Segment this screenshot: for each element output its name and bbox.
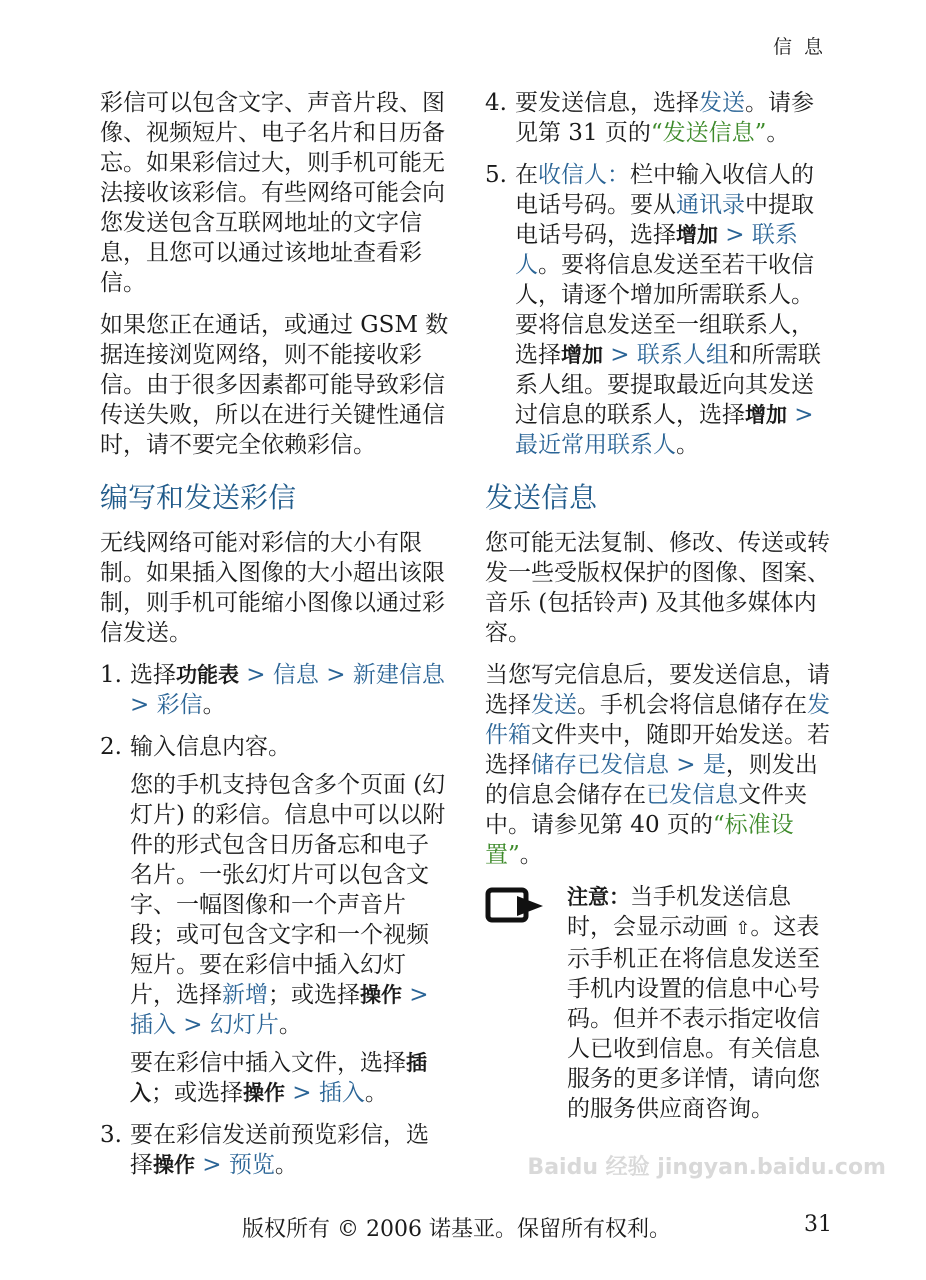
step-2-detail: 您的手机支持包含多个页面 (幻灯片) 的彩信。信息中可以以附件的形式包含日历备忘和电子名片。一张幻灯片可以包含文字、一幅图像和一个声音片段；或可包含文字和一个视频短片。要在彩信中插入幻灯片，选择新增；或选择操作 > 插入 > 幻灯片。 xyxy=(130,772,446,1038)
paragraph: 无线网络可能对彩信的大小有限制。如果插入图像的大小超出该限制，则手机可能缩小图像以通过彩信发送。 xyxy=(100,530,445,646)
section-header: 信 息 xyxy=(772,36,826,58)
step-3: 3. 要在彩信发送前预览彩信，选择操作 > 预览。 xyxy=(100,1122,429,1178)
paragraph: 如果您正在通话，或通过 GSM 数据连接浏览网络，则不能接收彩信。由于很多因素都可能导致彩信传送失败，所以在进行关键性通信时，请不要完全依赖彩信。 xyxy=(100,312,449,458)
step-4: 4. 要发送信息，选择发送。请参见第 31 页的“发送信息”。 xyxy=(485,90,814,146)
section-heading: 编写和发送彩信 xyxy=(100,481,297,514)
note-box: 注意：当手机发送信息时，会显示动画 ⇧。这表示手机正在将信息发送至手机内设置的信息中心号码。但并不表示指定收信人已收到信息。有关信息服务的更多详情，请向您的服务供应商咨询。 xyxy=(485,882,830,1124)
paragraph: 当您写完信息后，要发送信息，请选择发送。手机会将信息储存在发件箱文件夹中，随即开始发送。若选择储存已发信息 > 是，则发出的信息会储存在已发信息文件夹中。请参见第 40 页的“标准设置”。 xyxy=(485,662,830,868)
steps-list xyxy=(100,660,450,1180)
watermark-logo: Baidu 经验 jingyan.baidu.com xyxy=(527,1155,886,1180)
note-label: 注意： xyxy=(567,885,630,909)
page-number: 31 xyxy=(804,1212,832,1237)
step-2-detail: 要在彩信中插入文件，选择插入；或选择操作 > 插入。 xyxy=(130,1050,427,1106)
step-1: 1. 选择功能表 > 信息 > 新建信息 > 彩信。 xyxy=(100,662,445,718)
step-2: 2. 输入信息内容。 您的手机支持包含多个页面 (幻灯片) 的彩信。信息中可以以附件的形式包含日历备忘和电子名片。一张幻灯片可以包含文字、一幅图像和一个声音片段；或可包含文字和一个视频短片。要在彩信中插入幻灯片，选择新增；或选择操作 > 插入 > 幻灯片。 要在彩信中插入文件，选择插入；或选择操作 > 插入。 xyxy=(100,732,450,1108)
step-5: 5. 在收信人：栏中输入收信人的电话号码。要从通讯录中提取电话号码，选择增加 > 联系人。要将信息发送至若干收信人，请逐个增加所需联系人。要将信息发送至一组联系人，选择增加 > 联系人组和所需联系人组。要提取最近向其发送过信息的联系人，选择增加 > 最近常用联系人。 xyxy=(485,162,821,458)
note-hand-icon xyxy=(485,886,545,926)
paragraph: 彩信可以包含文字、声音片段、图像、视频短片、电子名片和日历备忘。如果彩信过大，则手机可能无法接收该彩信。有些网络可能会向您发送包含互联网地址的文字信息，且您可以通过该地址查看彩信。 xyxy=(100,90,445,296)
section-heading: 发送信息 xyxy=(485,481,598,514)
right-column xyxy=(485,88,830,1124)
steps-list xyxy=(485,88,830,460)
send-animation-icon: ⇧ xyxy=(735,918,751,939)
copyright-footer: 版权所有 © 2006 诺基亚。保留所有权利。 xyxy=(242,1217,671,1242)
paragraph: 您可能无法复制、修改、传送或转发一些受版权保护的图像、图案、音乐 (包括铃声) 及其他多媒体内容。 xyxy=(485,530,830,646)
left-column xyxy=(100,88,450,1192)
